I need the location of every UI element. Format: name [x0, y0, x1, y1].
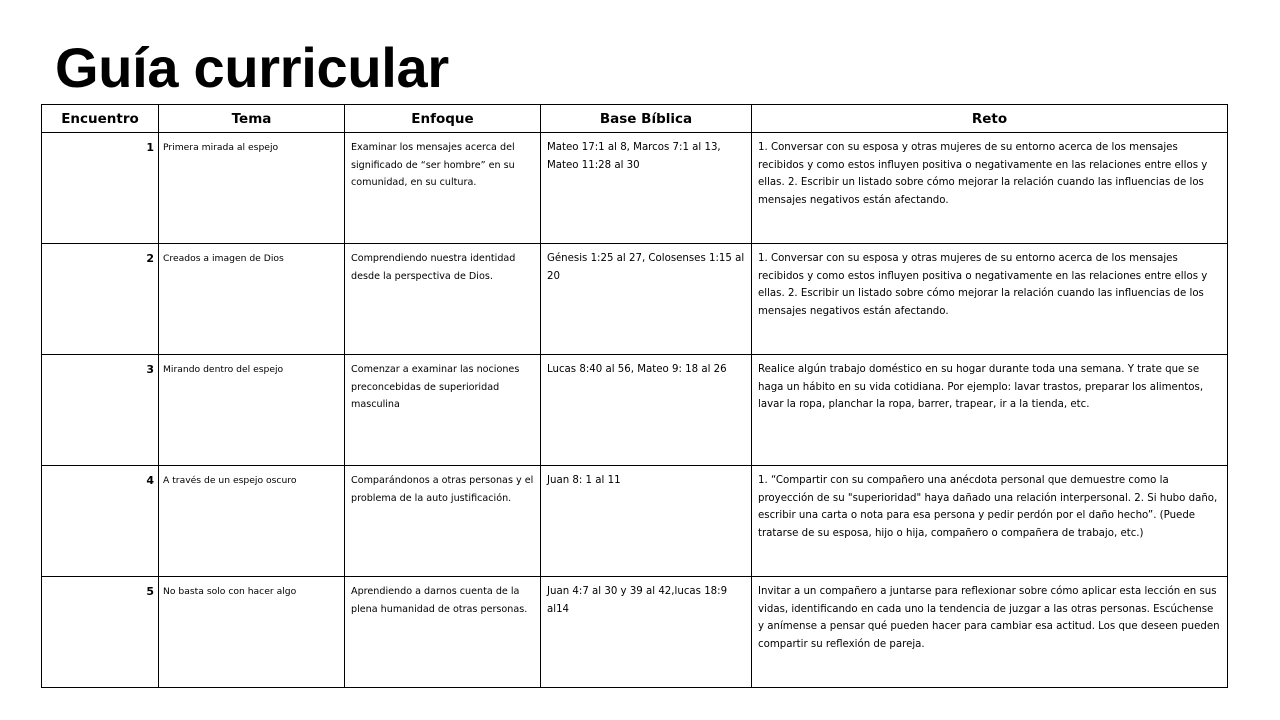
cell-encuentro: 2 — [42, 244, 159, 355]
cell-tema: Primera mirada al espejo — [159, 133, 345, 244]
header-row — [42, 105, 1228, 133]
cell-encuentro: 4 — [42, 466, 159, 577]
curriculum-table — [41, 104, 1228, 688]
cell-base-biblica: Juan 4:7 al 30 y 39 al 42,lucas 18:9 al14 — [541, 577, 752, 688]
cell-encuentro: 3 — [42, 355, 159, 466]
table-row — [42, 466, 1228, 577]
table-row — [42, 133, 1228, 244]
cell-enfoque: Comparándonos a otras personas y el problema de la auto justificación. — [345, 466, 541, 577]
cell-base-biblica: Lucas 8:40 al 56, Mateo 9: 18 al 26 — [541, 355, 752, 466]
cell-encuentro: 1 — [42, 133, 159, 244]
cell-enfoque: Aprendiendo a darnos cuenta de la plena humanidad de otras personas. — [345, 577, 541, 688]
cell-reto: Invitar a un compañero a juntarse para reflexionar sobre cómo aplicar esta lección en sus vidas, identificando en cada uno la tendencia de juzgar a las otras personas. Escúchense y anímense a pensar qué pueden hacer para cambiar esa actitud. Los que deseen pueden compartir su reflexión de pareja. — [752, 577, 1228, 688]
cell-reto: Realice algún trabajo doméstico en su hogar durante toda una semana. Y trate que se haga un hábito en su vida cotidiana. Por ejemplo: lavar trastos, preparar los alimentos, lavar la ropa, planchar la ropa, barrer, trapear, ir a la tienda, etc. — [752, 355, 1228, 466]
cell-base-biblica: Génesis 1:25 al 27, Colosenses 1:15 al 20 — [541, 244, 752, 355]
table-row — [42, 355, 1228, 466]
header-encuentro: Encuentro — [42, 105, 159, 133]
cell-base-biblica: Mateo 17:1 al 8, Marcos 7:1 al 13, Mateo 11:28 al 30 — [541, 133, 752, 244]
cell-encuentro: 5 — [42, 577, 159, 688]
cell-enfoque: Examinar los mensajes acerca del significado de “ser hombre” en su comunidad, en su cultura. — [345, 133, 541, 244]
table-row — [42, 244, 1228, 355]
cell-reto: 1. Conversar con su esposa y otras mujeres de su entorno acerca de los mensajes recibidos y como estos influyen positiva o negativamente en las relaciones entre ellos y ellas. 2. Escribir un listado sobre cómo mejorar la relación cuando las influencias de los mensajes negativos están afectando. — [752, 244, 1228, 355]
cell-enfoque: Comprendiendo nuestra identidad desde la perspectiva de Dios. — [345, 244, 541, 355]
header-tema: Tema — [159, 105, 345, 133]
cell-tema: No basta solo con hacer algo — [159, 577, 345, 688]
cell-tema: Creados a imagen de Dios — [159, 244, 345, 355]
table-row — [42, 577, 1228, 688]
header-enfoque: Enfoque — [345, 105, 541, 133]
cell-enfoque: Comenzar a examinar las nociones preconcebidas de superioridad masculina — [345, 355, 541, 466]
cell-base-biblica: Juan 8: 1 al 11 — [541, 466, 752, 577]
cell-tema: Mirando dentro del espejo — [159, 355, 345, 466]
cell-reto: 1. Conversar con su esposa y otras mujeres de su entorno acerca de los mensajes recibidos y como estos influyen positiva o negativamente en las relaciones entre ellos y ellas. 2. Escribir un listado sobre cómo mejorar la relación cuando las influencias de los mensajes negativos están afectando. — [752, 133, 1228, 244]
header-reto: Reto — [752, 105, 1228, 133]
cell-reto: 1. “Compartir con su compañero una anécdota personal que demuestre como la proyección de su "superioridad" haya dañado una relación interpersonal. 2. Si hubo daño, escribir una carta o nota para esa persona y pedir perdón por el daño hecho”. (Puede tratarse de su esposa, hijo o hija, compañero o compañera de trabajo, etc.) — [752, 466, 1228, 577]
header-base-biblica: Base Bíblica — [541, 105, 752, 133]
cell-tema: A través de un espejo oscuro — [159, 466, 345, 577]
page-title: Guía curricular — [55, 36, 449, 99]
